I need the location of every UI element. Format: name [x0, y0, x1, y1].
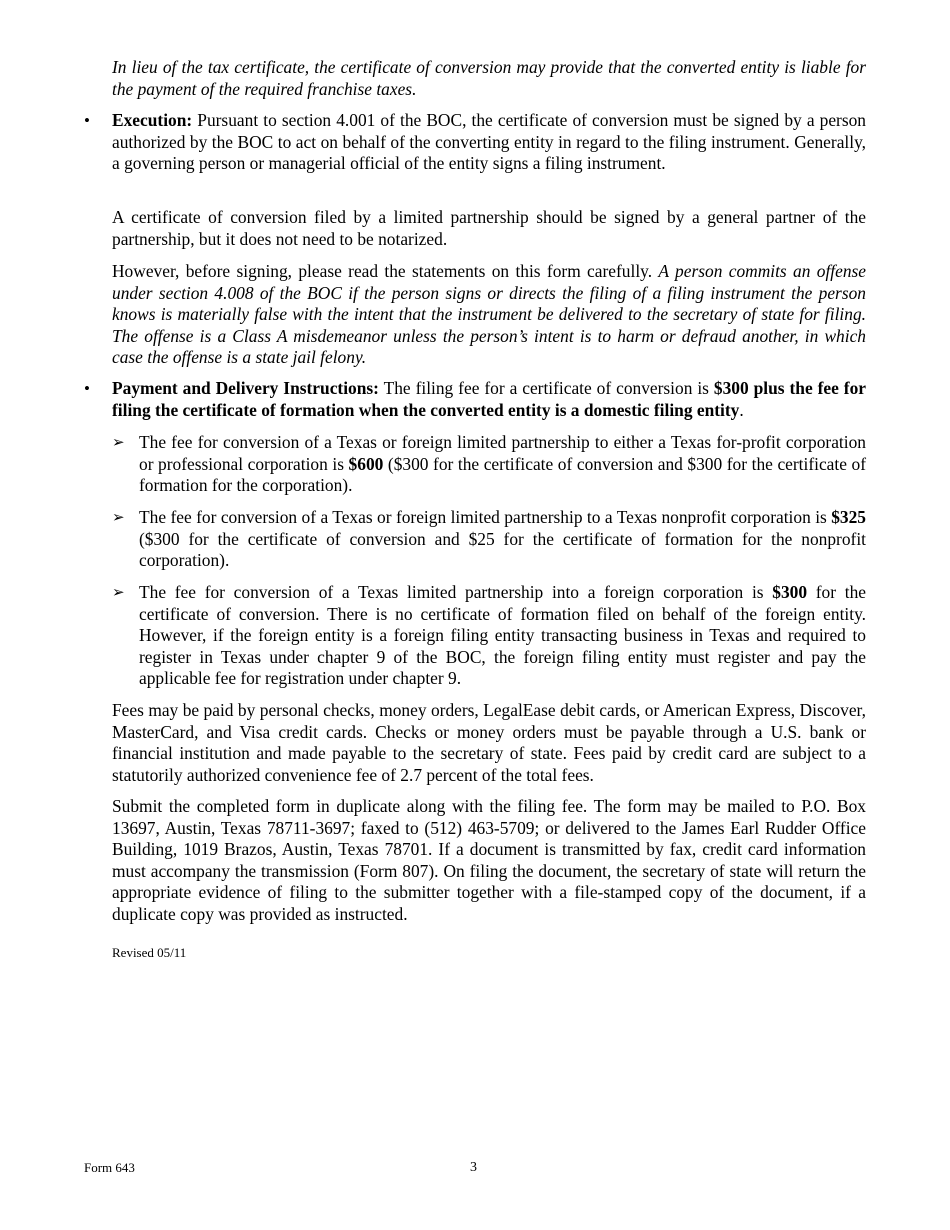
execution-para3	[112, 261, 866, 369]
execution-para3-italic: A person commits an offense under section 4.008 of the BOC if the person signs or directs the filing of a filing instrument the person knows is materially false with the intent that the instrument be delivered to the secretary of state for filing. The offense is a Class A misdemeanor unless the person’s intent is to harm or defraud another, in which case the offense is a state jail felony.	[112, 261, 867, 367]
fee-amount: $325	[831, 507, 866, 527]
fee-item-2	[139, 507, 866, 572]
arrow-bullet-icon: ➢	[112, 433, 125, 451]
intro-italic-paragraph: In lieu of the tax certificate, the certificate of conversion may provide that the converted entity is liable for the payment of the required franchise taxes.	[112, 57, 866, 99]
arrow-bullet-icon: ➢	[112, 583, 125, 601]
fees-paragraph: Fees may be paid by personal checks, money orders, LegalEase debit cards, or American Express, Discover, MasterCard, and Visa credit cards. Checks or money orders must be payable through a U.S. bank or financial institution and made payable to the secretary of state. Fees paid by credit card are subject to a statutorily authorized convenience fee of 2.7 percent of the total fees.	[112, 700, 866, 785]
revised-date: Revised 05/11	[112, 945, 187, 960]
execution-paragraph	[112, 110, 866, 175]
fee-item-text: The fee for conversion of a Texas or foreign limited partnership to a Texas nonprofit corporation is	[139, 507, 832, 527]
fee-item-text: The fee for conversion of a Texas or foreign limited partnership to either a Texas for-profit corporation or professional corporation is	[139, 432, 866, 474]
fee-amount: $300	[772, 582, 808, 602]
submit-paragraph: Submit the completed form in duplicate along with the filing fee. The form may be mailed to P.O. Box 13697, Austin, Texas 78711-3697; faxed to (512) 463-5709; or delivered to the James Earl Rudder Office Building, 1019 Brazos, Austin, Texas 78701. If a document is transmitted by fax, credit card information must accompany the transmission (Form 807). On filing the document, the secretary of state will return the appropriate evidence of filing to the submitter together with a file-stamped copy of the document, if a duplicate copy was provided as instructed.	[112, 796, 866, 924]
execution-para3-plain: However, before signing, please read the statements on this form carefully.	[112, 261, 659, 281]
footer-page-number: 3	[470, 1160, 477, 1175]
fee-item-text: ($300 for the certificate of conversion and $300 for the certificate of formation for the corporation).	[139, 453, 867, 495]
payment-bold-fee: $300 plus the fee for filing the certificate of formation when the converted entity is a domestic filing entity	[112, 378, 866, 420]
execution-label: Execution:	[112, 110, 193, 130]
arrow-bullet-icon: ➢	[112, 508, 125, 526]
payment-end: .	[739, 399, 744, 420]
fee-item-text: The fee for conversion of a Texas limited partnership into a foreign corporation is	[139, 582, 773, 602]
fee-item-1	[139, 432, 866, 497]
fee-item-text: for the certificate of conversion. There is no certificate of formation filed on behalf of the foreign entity. However, if the foreign entity is a foreign filing entity transacting business in Texas and required to register in Texas under chapter 9 of the BOC, the foreign filing entity must register and pay the applicable fee for registration under chapter 9.	[139, 582, 866, 688]
execution-para2: A certificate of conversion filed by a limited partnership should be signed by a general partner of the partnership, but it does not need to be notarized.	[112, 207, 866, 249]
fee-item-text: ($300 for the certificate of conversion and $25 for the certificate of formation for the nonprofit corporation).	[139, 528, 866, 570]
bullet-icon: •	[84, 379, 90, 398]
payment-text: The filing fee for a certificate of conversion is	[378, 378, 714, 398]
execution-text: Pursuant to section 4.001 of the BOC, the certificate of conversion must be signed by a person authorized by the BOC to act on behalf of the converting entity in regard to the filing instrument. Generally, a governing person or managerial official of the entity signs a filing instrument.	[112, 110, 866, 173]
payment-label: Payment and Delivery Instructions:	[112, 378, 379, 398]
bullet-icon: •	[84, 111, 90, 130]
fee-item-3	[139, 582, 866, 690]
fee-amount: $600	[348, 453, 384, 474]
footer-form-number: Form 643	[84, 1160, 135, 1175]
payment-paragraph	[112, 378, 866, 421]
